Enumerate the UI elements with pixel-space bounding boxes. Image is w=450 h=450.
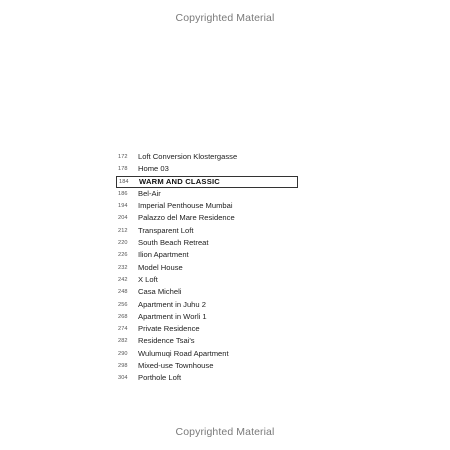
toc-page-number: 256 bbox=[118, 301, 128, 308]
toc-entry-title: Model House bbox=[138, 262, 183, 272]
toc-entry bbox=[118, 237, 298, 249]
toc-entry-title: Apartment in Worli 1 bbox=[138, 311, 207, 321]
toc-entry bbox=[118, 225, 298, 237]
toc-entry-title: Loft Conversion Klostergasse bbox=[138, 152, 238, 161]
toc-page-number: 274 bbox=[118, 326, 128, 333]
toc-page-number: 290 bbox=[118, 350, 128, 357]
toc-page-number: 212 bbox=[118, 227, 128, 234]
toc-entry-title: Mixed-use Townhouse bbox=[138, 361, 214, 371]
toc-entry-title: Home 03 bbox=[138, 164, 169, 174]
toc-entry bbox=[118, 299, 298, 311]
toc-section-title: WARM AND CLASSIC bbox=[139, 176, 220, 186]
toc-entry-title: Wulumuqi Road Apartment bbox=[138, 348, 229, 358]
toc-entry bbox=[118, 348, 298, 360]
toc-entry bbox=[118, 274, 298, 286]
toc-page-number: 204 bbox=[118, 215, 128, 222]
toc-entry-title: Apartment in Juhu 2 bbox=[138, 299, 206, 309]
toc-entry bbox=[118, 212, 298, 224]
toc-page-number: 268 bbox=[118, 313, 128, 320]
toc-entry bbox=[118, 249, 298, 261]
table-of-contents bbox=[118, 151, 298, 385]
watermark-top: Copyrighted Material bbox=[175, 12, 275, 24]
toc-page-number: 298 bbox=[118, 363, 128, 370]
toc-entry bbox=[118, 323, 298, 335]
watermark-bottom: Copyrighted Material bbox=[175, 426, 275, 438]
toc-entry-title: Residence Tsai's bbox=[138, 336, 195, 346]
toc-entry-title: Transparent Loft bbox=[138, 225, 194, 235]
toc-page-number: 226 bbox=[118, 252, 128, 259]
toc-page-number: 242 bbox=[118, 276, 128, 283]
toc-page-number: 172 bbox=[118, 154, 128, 160]
toc-entry bbox=[118, 163, 298, 175]
toc-page-number: 186 bbox=[118, 190, 128, 197]
toc-entry-title: Palazzo del Mare Residence bbox=[138, 213, 235, 223]
toc-entry bbox=[118, 262, 298, 274]
toc-entry-title: Porthole Loft bbox=[138, 373, 182, 383]
toc-entry bbox=[118, 188, 298, 200]
toc-page-number: 282 bbox=[118, 338, 128, 345]
toc-entry-title: Ilion Apartment bbox=[138, 250, 189, 260]
toc-entry bbox=[118, 335, 298, 347]
toc-section-heading bbox=[116, 176, 298, 188]
toc-entry bbox=[118, 311, 298, 323]
toc-page-number: 220 bbox=[118, 240, 128, 247]
toc-entry-title: Private Residence bbox=[138, 324, 200, 334]
toc-page-number: 232 bbox=[118, 264, 128, 271]
toc-entry-title: Imperial Penthouse Mumbai bbox=[138, 201, 233, 211]
toc-entry-title: Bel-Air bbox=[138, 188, 161, 198]
toc-entry bbox=[118, 360, 298, 372]
toc-entry bbox=[118, 200, 298, 212]
toc-entry bbox=[118, 372, 298, 384]
toc-entry bbox=[118, 286, 298, 298]
toc-page-number: 248 bbox=[118, 289, 128, 296]
toc-entry-title: South Beach Retreat bbox=[138, 238, 209, 248]
toc-page-number: 194 bbox=[118, 203, 128, 210]
toc-entry-title: Casa Micheli bbox=[138, 287, 182, 297]
toc-entry bbox=[118, 151, 298, 163]
toc-page-number: 184 bbox=[119, 178, 129, 185]
toc-page-number: 304 bbox=[118, 375, 128, 382]
toc-entry-title: X Loft bbox=[138, 274, 158, 284]
toc-page-number: 178 bbox=[118, 166, 128, 173]
